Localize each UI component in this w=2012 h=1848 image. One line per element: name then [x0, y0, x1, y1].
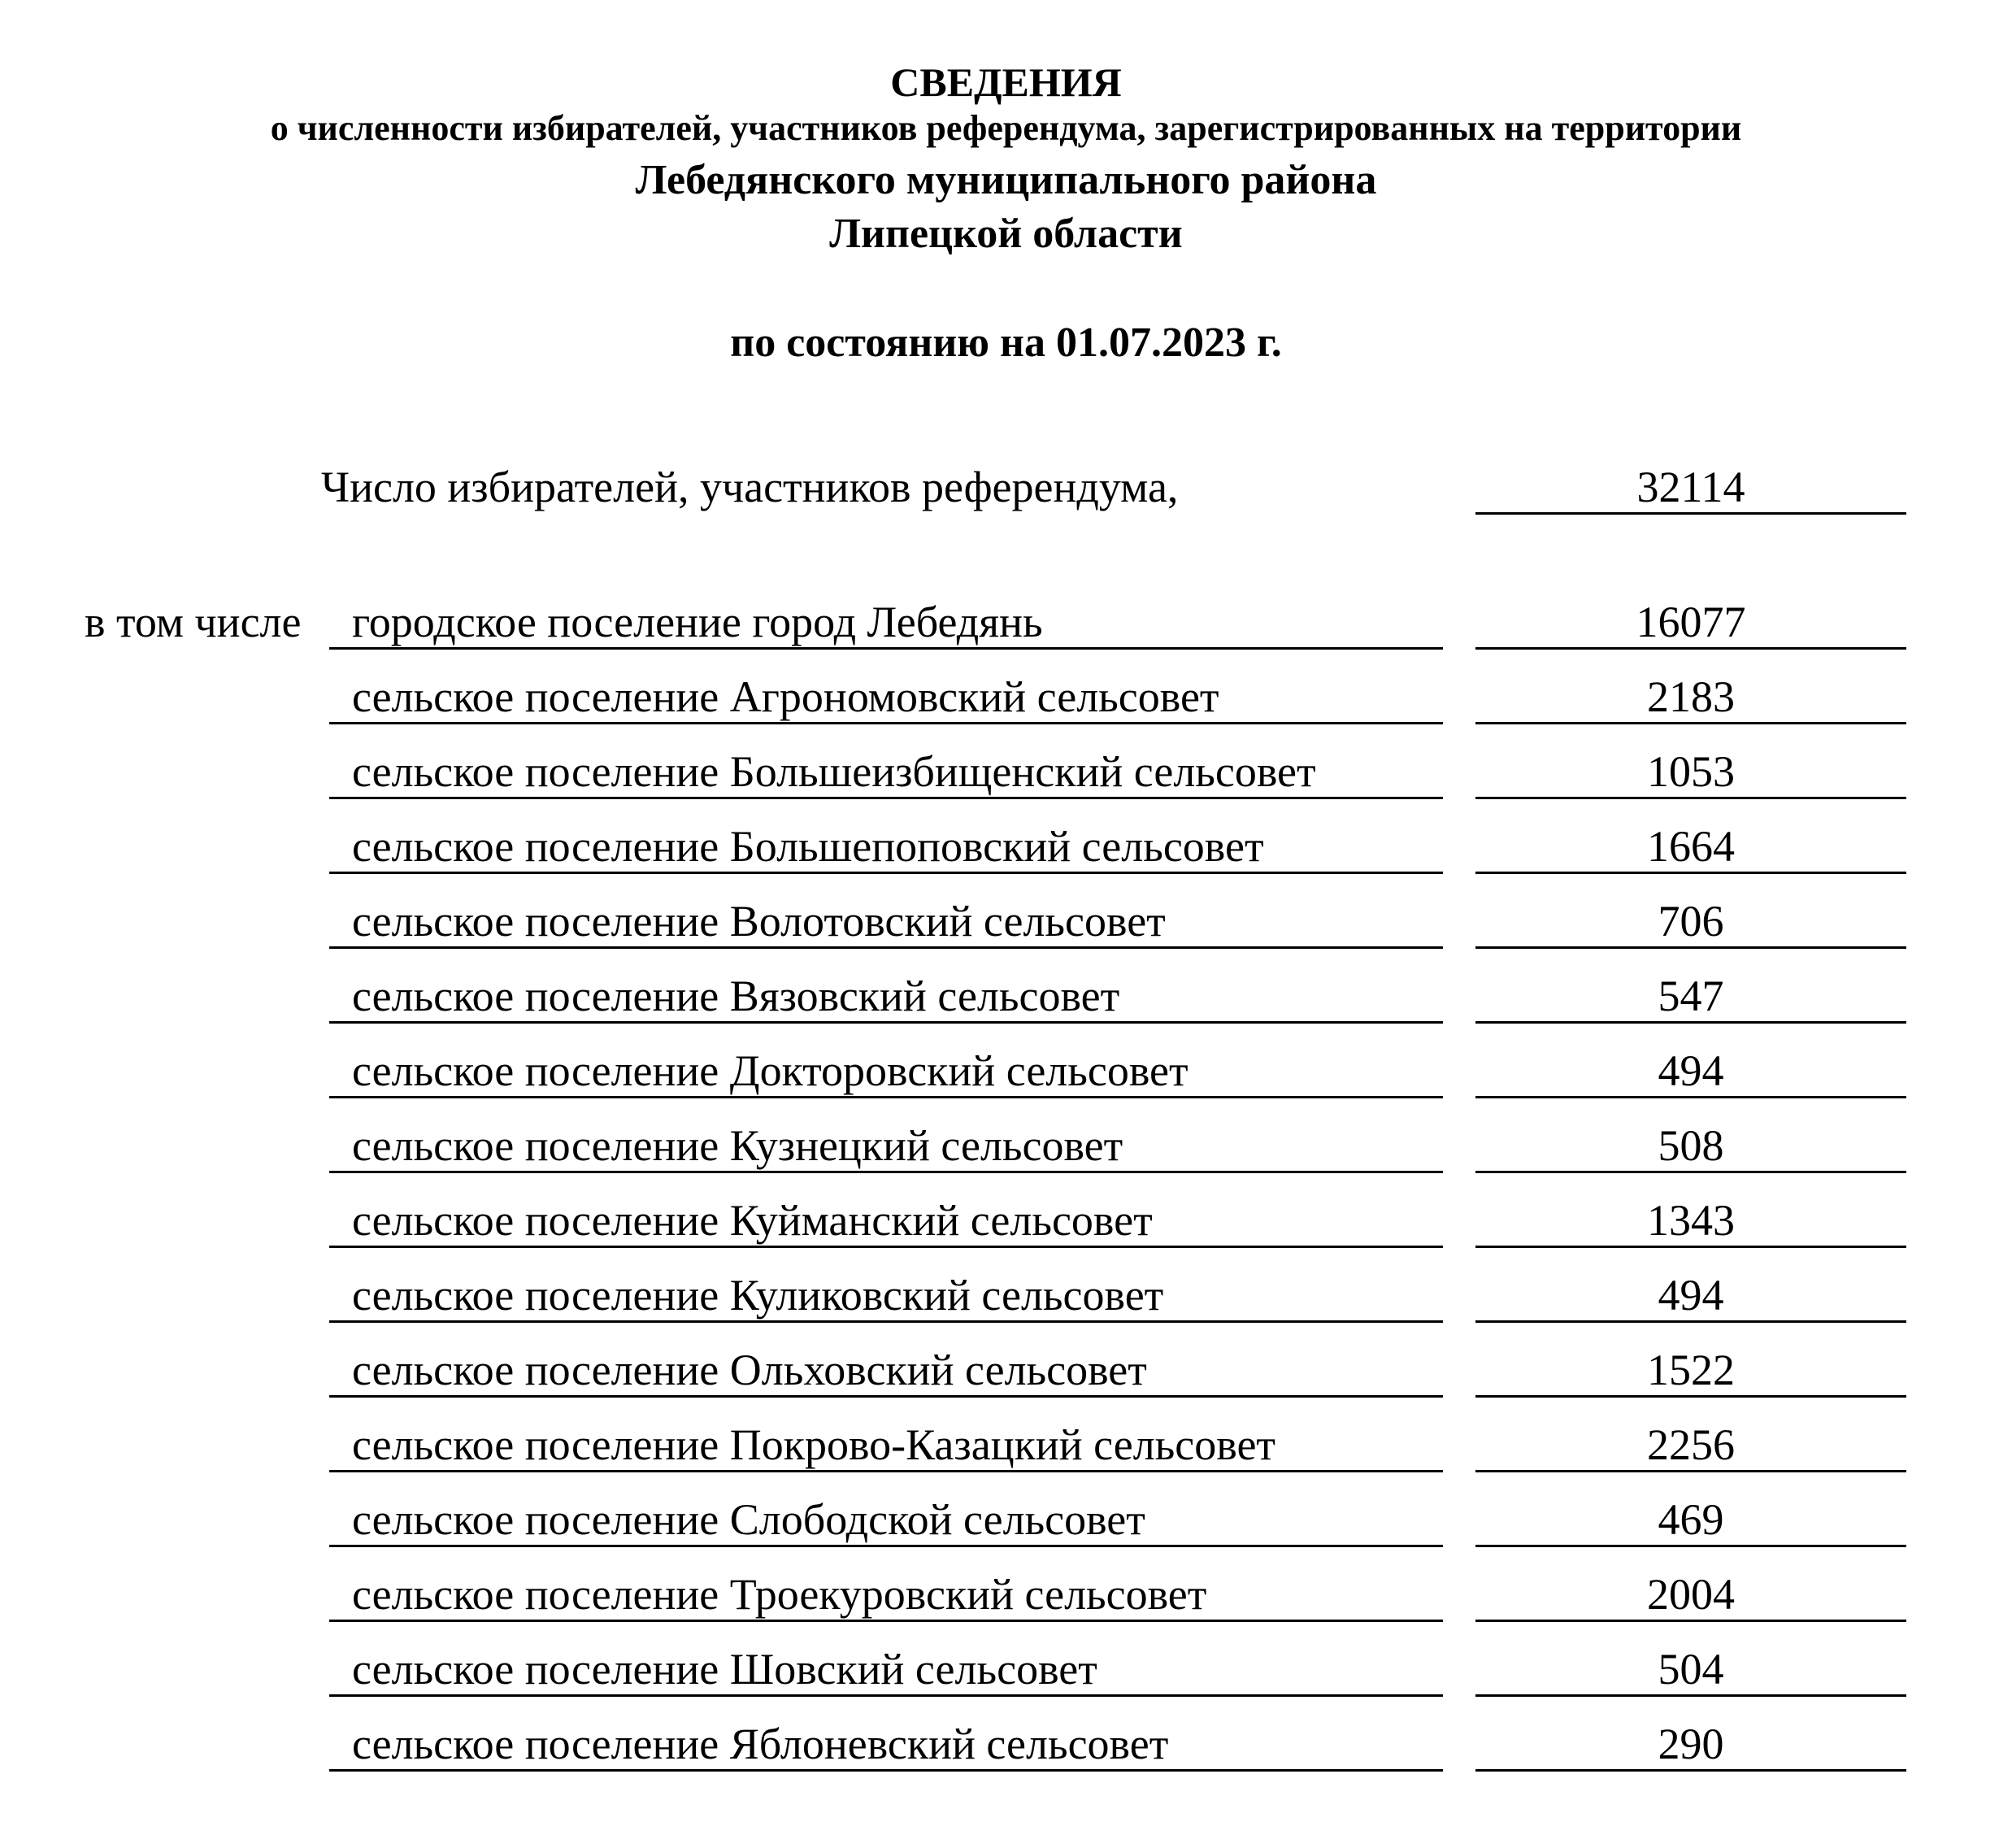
table-row — [0, 1345, 2012, 1395]
table-row — [0, 1644, 2012, 1694]
settlement-value: 494 — [1475, 1046, 1906, 1098]
settlement-name: сельское поселение Волотовский сельсовет — [329, 896, 1443, 949]
settlement-value: 1053 — [1475, 746, 1906, 799]
settlement-name: сельское поселение Куликовский сельсовет — [329, 1270, 1443, 1323]
settlement-name: сельское поселение Покрово-Казацкий сельсовет — [329, 1420, 1443, 1472]
settlement-value: 504 — [1475, 1644, 1906, 1697]
settlement-name: сельское поселение Докторовский сельсовет — [329, 1046, 1443, 1098]
document-subtitle: о численности избирателей, участников референдума, зарегистрированных на территории — [270, 108, 1742, 148]
settlement-value: 547 — [1475, 971, 1906, 1024]
settlement-name: сельское поселение Кузнецкий сельсовет — [329, 1120, 1443, 1173]
settlement-name: сельское поселение Куйманский сельсовет — [329, 1195, 1443, 1248]
table-row — [0, 1494, 2012, 1545]
settlement-value: 508 — [1475, 1120, 1906, 1173]
settlement-name: сельское поселение Троекуровский сельсовет — [329, 1569, 1443, 1622]
table-row — [0, 1420, 2012, 1470]
total-value: 32114 — [1475, 462, 1906, 515]
settlement-name: сельское поселение Ольховский сельсовет — [329, 1345, 1443, 1398]
total-label: Число избирателей, участников референдума, — [321, 463, 1179, 511]
settlement-name: сельское поселение Слободской сельсовет — [329, 1494, 1443, 1547]
settlement-name: сельское поселение Большепоповский сельсовет — [329, 821, 1443, 874]
settlement-name: сельское поселение Вязовский сельсовет — [329, 971, 1443, 1024]
district-name: Лебедянского муниципального района — [635, 157, 1377, 203]
settlement-value: 1343 — [1475, 1195, 1906, 1248]
settlement-value: 2256 — [1475, 1420, 1906, 1472]
settlement-value: 16077 — [1475, 597, 1906, 650]
table-row — [0, 746, 2012, 797]
including-label: в том числе — [85, 598, 302, 646]
table-row — [0, 672, 2012, 722]
settlement-value: 1522 — [1475, 1345, 1906, 1398]
region-name: Липецкой области — [829, 211, 1183, 257]
table-row — [0, 597, 2012, 647]
table-row — [0, 971, 2012, 1021]
settlement-value: 2004 — [1475, 1569, 1906, 1622]
date-line: по состоянию на 01.07.2023 г. — [730, 320, 1282, 366]
settlement-value: 2183 — [1475, 672, 1906, 724]
settlement-name: сельское поселение Агрономовский сельсовет — [329, 672, 1443, 724]
settlement-name: городское поселение город Лебедянь — [329, 597, 1443, 650]
settlement-name: сельское поселение Большеизбищенский сельсовет — [329, 746, 1443, 799]
table-row — [0, 1569, 2012, 1620]
table-row — [0, 1195, 2012, 1246]
document-title: СВЕДЕНИЯ — [890, 59, 1122, 105]
table-row — [0, 1270, 2012, 1320]
table-row — [0, 1120, 2012, 1171]
table-row — [0, 821, 2012, 872]
settlement-value: 290 — [1475, 1719, 1906, 1772]
settlement-value: 494 — [1475, 1270, 1906, 1323]
settlement-name: сельское поселение Яблоневский сельсовет — [329, 1719, 1443, 1772]
table-row — [0, 1046, 2012, 1096]
settlement-value: 469 — [1475, 1494, 1906, 1547]
settlement-value: 1664 — [1475, 821, 1906, 874]
table-row — [0, 896, 2012, 946]
table-row — [0, 1719, 2012, 1769]
settlement-value: 706 — [1475, 896, 1906, 949]
settlement-name: сельское поселение Шовский сельсовет — [329, 1644, 1443, 1697]
